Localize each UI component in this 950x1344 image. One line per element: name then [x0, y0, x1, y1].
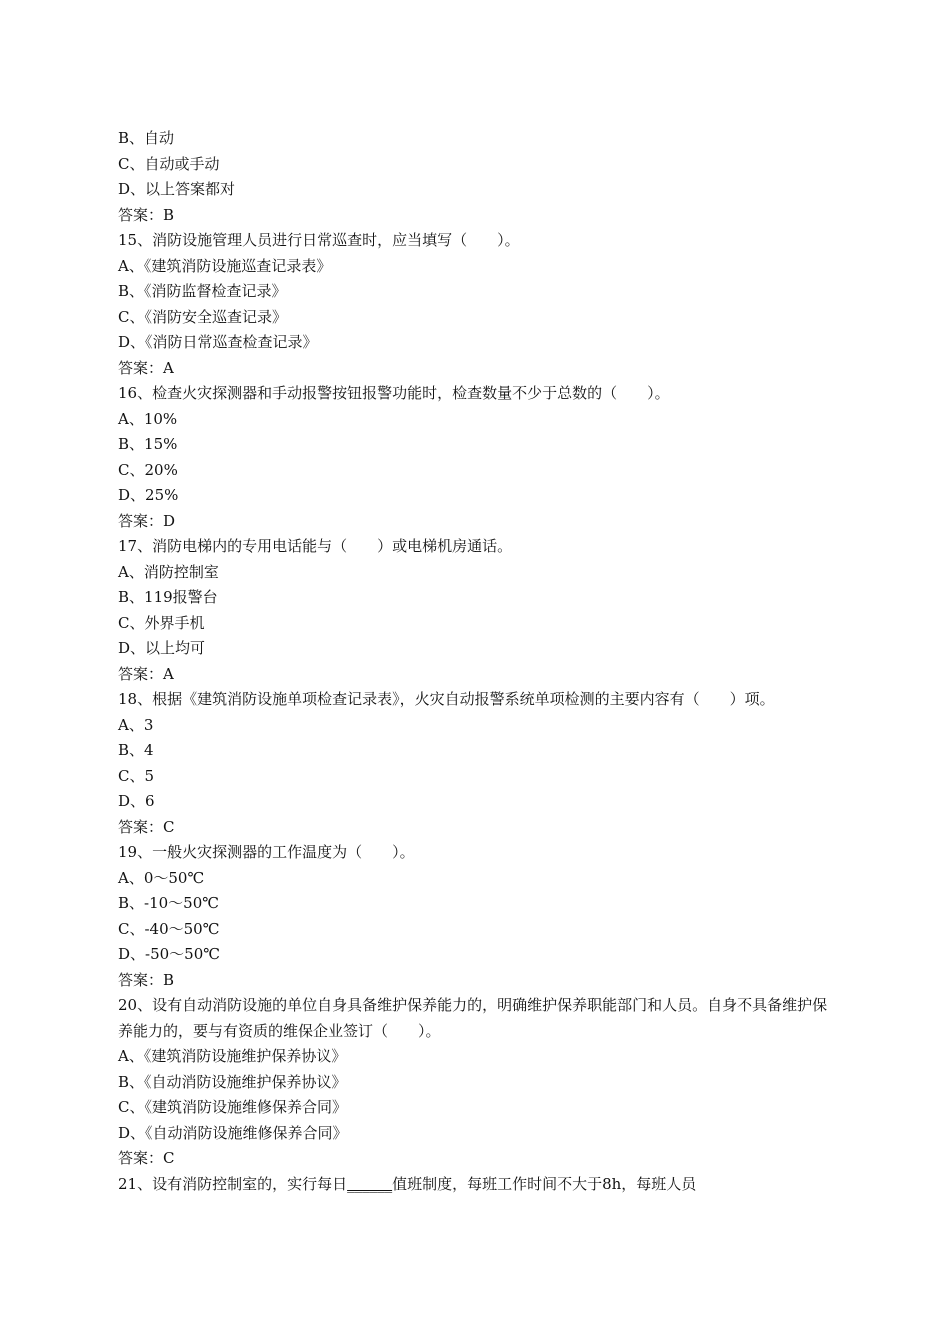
option-b: B、15%	[118, 435, 178, 453]
answer: 答案：B	[118, 970, 175, 989]
option-c: C、20%	[118, 460, 178, 479]
option-c: C、《消防安全巡查记录》	[118, 307, 287, 326]
answer: 答案：A	[118, 358, 174, 377]
option-c: C、自动或手动	[118, 154, 220, 173]
question-20: 20、设有自动消防设施的单位自身具备维护保养能力的，明确维护保养职能部门和人员。自身不具备维护保养能力的，要与有资质的维保企业签订（ ）。	[118, 996, 828, 1040]
option-a: A、《建筑消防设施巡查记录表》	[118, 256, 332, 275]
option-a: A、10%	[118, 409, 178, 428]
question-17: 17、消防电梯内的专用电话能与（ ）或电梯机房通话。	[118, 537, 513, 555]
option-c: C、5	[118, 766, 155, 785]
answer: 答案：C	[118, 817, 175, 836]
question-19: 19、一般火灾探测器的工作温度为（ ）。	[118, 843, 415, 861]
question-21-text-before: 21、设有消防控制室的，实行每日	[118, 1174, 348, 1193]
option-c: C、《建筑消防设施维修保养合同》	[118, 1098, 347, 1116]
question-16: 16、检查火灾探测器和手动报警按钮报警功能时，检查数量不少于总数的（ ）。	[118, 384, 670, 402]
answer: 答案：D	[118, 511, 176, 530]
option-b: B、-10～50℃	[118, 894, 220, 912]
option-b: B、《自动消防设施维护保养协议》	[118, 1072, 347, 1091]
option-d: D、以上均可	[118, 639, 206, 657]
option-a: A、3	[118, 715, 154, 734]
option-d: D、以上答案都对	[118, 180, 236, 198]
answer: 答案：A	[118, 664, 174, 683]
answer: 答案：C	[118, 1149, 175, 1167]
question-21-text-after: 值班制度，每班工作时间不大于8h，每班人员	[392, 1174, 697, 1193]
option-a: A、《建筑消防设施维护保养协议》	[118, 1047, 347, 1065]
option-a: A、消防控制室	[118, 562, 219, 581]
fill-in-blank: ______	[347, 1174, 393, 1193]
question-15: 15、消防设施管理人员进行日常巡查时，应当填写（ ）。	[118, 231, 520, 249]
option-b: B、4	[118, 741, 154, 759]
question-text	[118, 126, 838, 1197]
option-d: D、《消防日常巡查检查记录》	[118, 333, 318, 351]
option-d: D、6	[118, 792, 155, 810]
question-21	[118, 1172, 838, 1198]
option-d: D、25%	[118, 486, 179, 504]
option-b: B、《消防监督检查记录》	[118, 282, 287, 300]
option-c: C、外界手机	[118, 613, 205, 632]
option-c: C、-40～50℃	[118, 919, 220, 938]
option-d: D、《自动消防设施维修保养合同》	[118, 1123, 348, 1142]
option-b: B、119报警台	[118, 588, 218, 606]
answer: 答案：B	[118, 205, 175, 224]
question-18: 18、根据《建筑消防设施单项检查记录表》，火灾自动报警系统单项检测的主要内容有（ ）项。	[118, 690, 775, 708]
option-d: D、-50～50℃	[118, 945, 221, 963]
option-b: B、自动	[118, 129, 175, 147]
option-a: A、0～50℃	[118, 868, 205, 887]
